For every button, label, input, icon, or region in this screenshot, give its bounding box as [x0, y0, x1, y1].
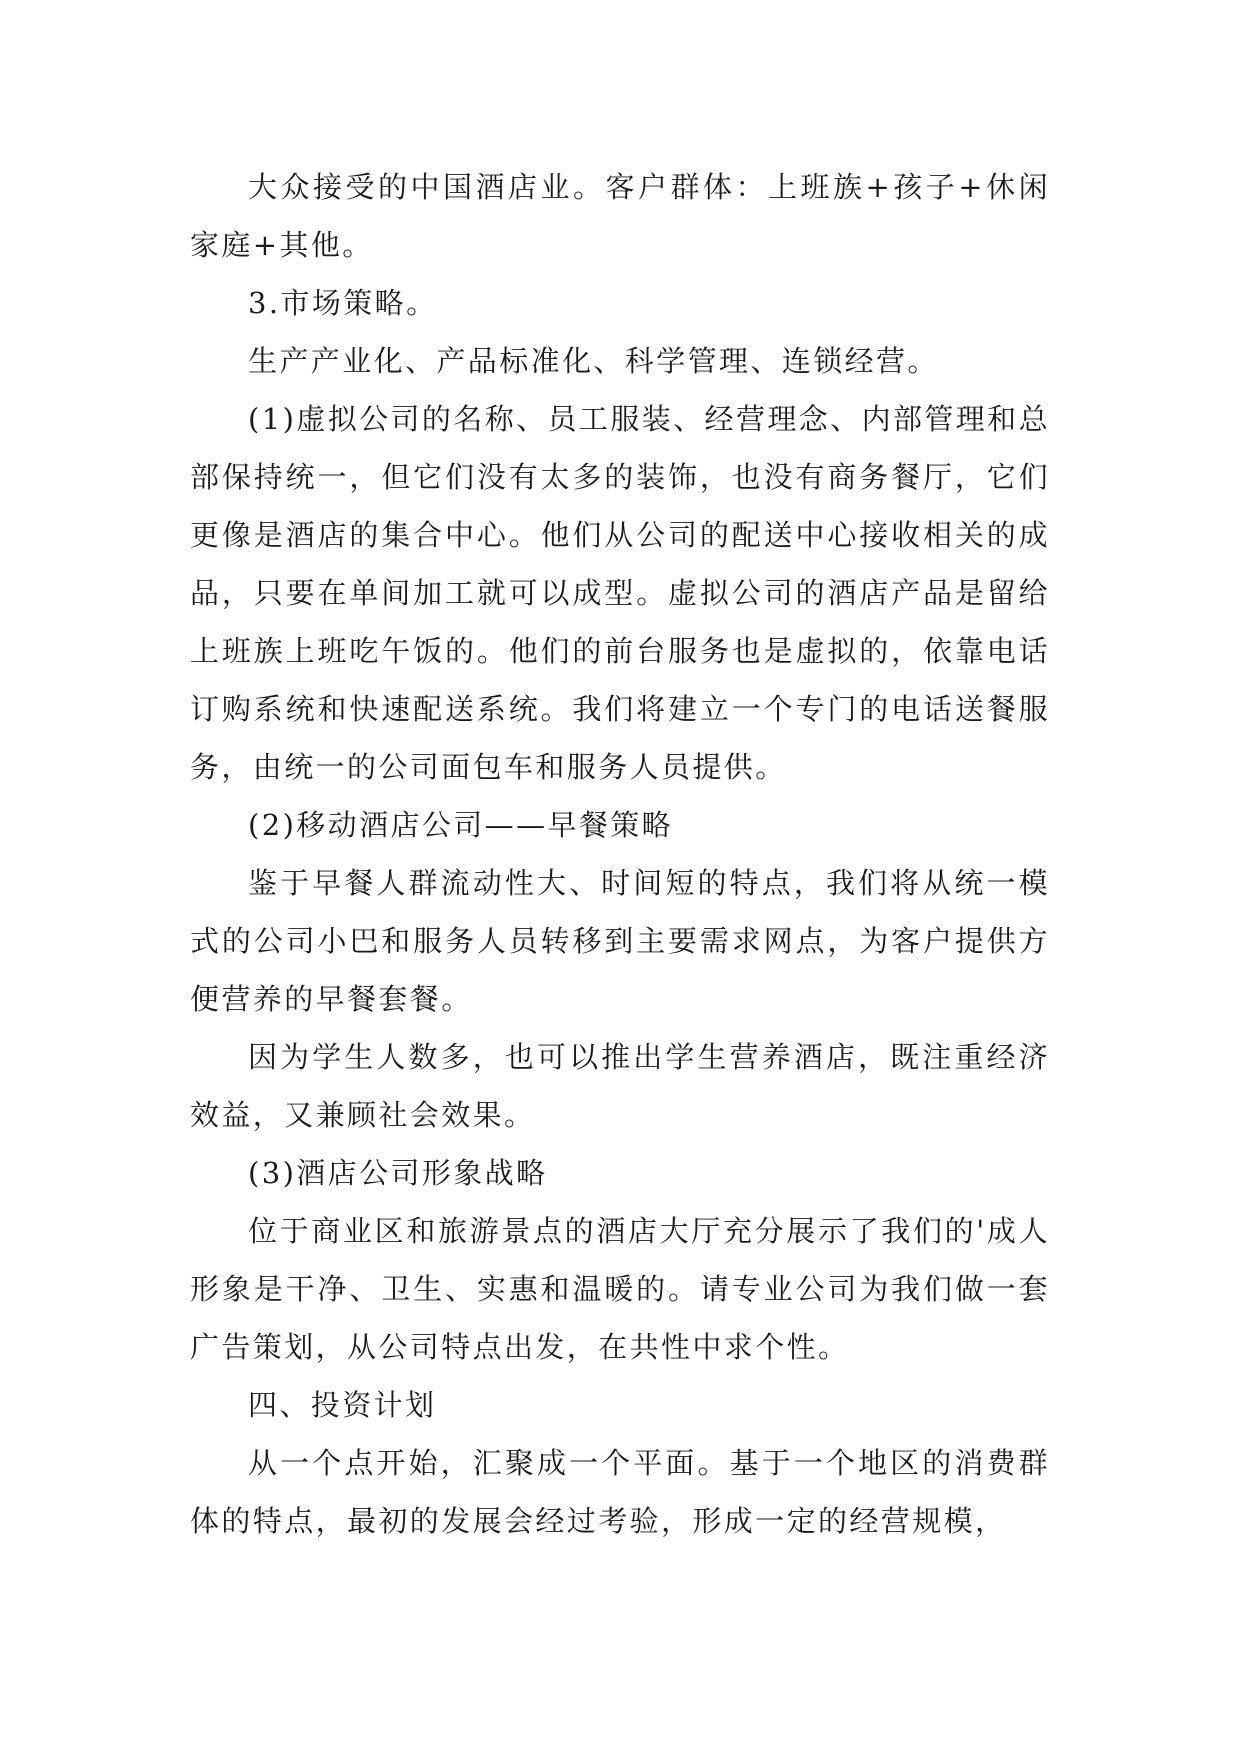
heading-mobile-hotel: (2)移动酒店公司——早餐策略 — [248, 808, 674, 842]
paragraph-image-strategy: 位于商业区和旅游景点的酒店大厅充分展示了我们的'成人形象是干净、卫生、实惠和温暖的。请专业公司为我们做一套广告策划，从公司特点出发，在共性中求个性。 — [190, 1214, 1050, 1364]
paragraph-virtual-company: (1)虚拟公司的名称、员工服装、经营理念、内部管理和总部保持统一，但它们没有太多的装饰，也没有商务餐厅，它们更像是酒店的集合中心。他们从公司的配送中心接收相关的成品，只要在单间加工就可以成型。虚拟公司的酒店产品是留给上班族上班吃午饭的。他们的前台服务也是虚拟的，依靠电话订购系统和快速配送系统。我们将建立一个专门的电话送餐服务，由统一的公司面包车和服务人员提供。 — [190, 402, 1050, 784]
paragraph-customer-groups: 大众接受的中国酒店业。客户群体：上班族+孩子+休闲家庭+其他。 — [190, 170, 1050, 262]
paragraph-investment-plan: 从一个点开始，汇聚成一个平面。基于一个地区的消费群体的特点，最初的发展会经过考验，形成一定的经营规模， — [190, 1446, 1050, 1538]
heading-image-strategy: (3)酒店公司形象战略 — [248, 1156, 548, 1190]
paragraph-breakfast-strategy: 鉴于早餐人群流动性大、时间短的特点，我们将从统一模式的公司小巴和服务人员转移到主要需求网点，为客户提供方便营养的早餐套餐。 — [190, 866, 1050, 1016]
heading-investment-plan: 四、投资计划 — [248, 1388, 437, 1422]
paragraph-student-hotel: 因为学生人数多，也可以推出学生营养酒店，既注重经济效益，又兼顾社会效果。 — [190, 1040, 1050, 1132]
heading-market-strategy: 3.市场策略。 — [248, 286, 438, 320]
paragraph-strategy-summary: 生产产业化、产品标准化、科学管理、连锁经营。 — [248, 344, 939, 378]
document-body — [190, 158, 1050, 1550]
